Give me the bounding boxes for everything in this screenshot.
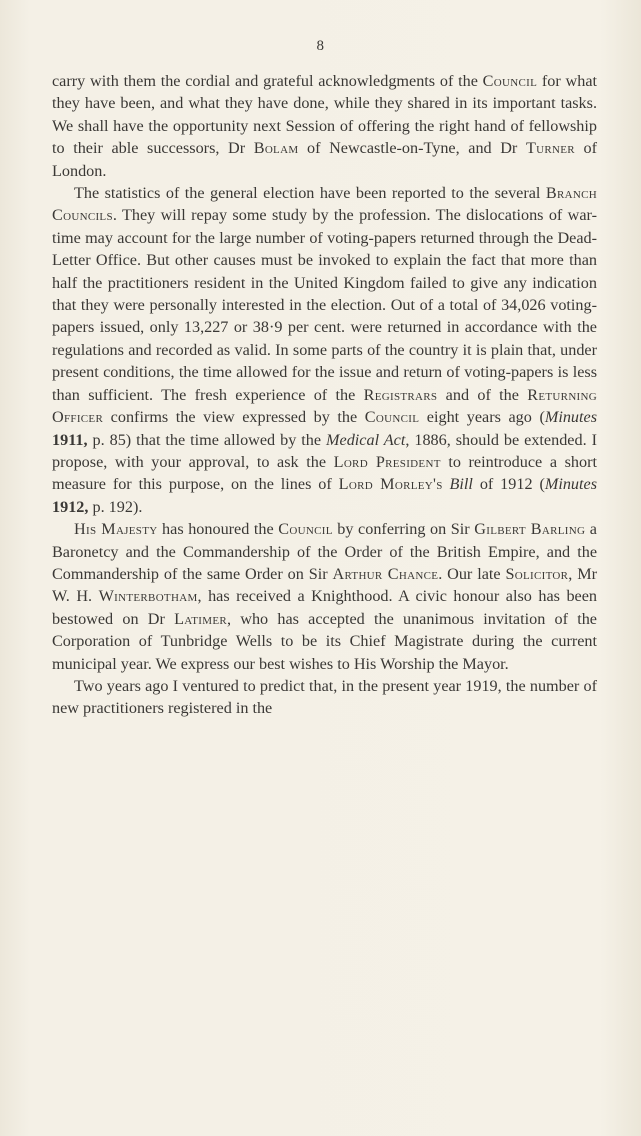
text-run: Minutes (544, 475, 597, 494)
text-run: , who has accepted the unanimous invitation of the Corporation of Tunbridge Wells to be its Chief Magistrate during the current municipal year. We express our best wishes to His Worship the Mayor. (52, 609, 597, 673)
text-run: to reintroduce a short measure for this purpose, on the lines of (52, 452, 598, 494)
text-run: confirms the view expressed by the (103, 408, 365, 427)
text-run: by conferring on Sir (332, 520, 475, 539)
text-run: His Majesty (74, 520, 158, 539)
text-run: 1912, (52, 497, 89, 516)
text-run: , has received a Knighthood. A civic honour also has been bestowed on Dr (52, 587, 598, 628)
page-number: 8 (316, 38, 325, 54)
text-run: , Mr W. H. (52, 564, 597, 606)
paragraph (52, 518, 597, 675)
body-text (52, 70, 597, 720)
text-run: Branch Councils (52, 184, 597, 225)
text-run: Council (278, 520, 333, 539)
paragraph (52, 70, 597, 182)
text-run: Turner (525, 139, 575, 158)
text-run: of 1912 ( (472, 475, 545, 494)
text-run: Bolam (253, 139, 299, 158)
text-run: Minutes (544, 408, 597, 427)
text-run: for what they have been, and what they have done, while they shared in its important tasks. We shall have the opportunity next Session of offering the right hand of fellowship to their able successors, Dr (52, 72, 598, 158)
text-run: Arthur Chance (332, 564, 439, 583)
text-run: 1911, (52, 430, 88, 449)
text-run: p. 192). (88, 497, 143, 516)
text-run: Two years ago I ventured to predict that, in the present year 1919, the number of new practitioners registered in the (52, 676, 597, 718)
text-run: , 1886, should be extended. I propose, with your approval, to ask the (52, 430, 597, 471)
text-run: Solicitor (505, 564, 569, 583)
text-run: p. 85) that the time allowed by the (87, 430, 327, 449)
text-run (443, 475, 450, 493)
text-run: The statistics of the general election have been reported to the several (74, 184, 546, 203)
text-run: a Baronetcy and the Commandership of the Order of the British Empire, and the Commandership of the same Order on Sir (52, 520, 597, 583)
text-run: Medical Act (326, 430, 406, 449)
text-run: of Newcastle-on-Tyne, and Dr (298, 139, 526, 158)
text-run: Registrars (363, 385, 438, 404)
text-run: Returning Officer (52, 385, 598, 427)
text-run: . They will repay some study by the profession. The dislocations of war-time may account for the large number of voting-papers returned through the Dead-Letter Office. But other causes must be invoked to explain the fact that more than half the practitioners resident in the United Kingdom failed to give any indication that they were personally interested in the election. Out of a total of 34,026 voting-papers issued, only 13,227 or 38·9 per cent. were returned in accordance with the regulations and recorded as valid. In some parts of the country it is plain that, under present conditions, the time allowed for the issue and return of voting-papers is less than sufficient. The fresh experience of the (52, 206, 597, 404)
paragraph (52, 675, 597, 720)
text-run: . Our late (438, 564, 506, 583)
text-run: of London. (52, 139, 597, 180)
text-run: and of the (437, 385, 528, 404)
text-run: Winterbotham (98, 587, 198, 606)
text-run: Council (482, 72, 538, 90)
text-run: Lord Morley's (338, 475, 443, 494)
text-run: Bill (449, 475, 473, 494)
paragraph (52, 182, 597, 518)
text-run: Latimer (174, 609, 227, 628)
text-run: has honoured the (157, 520, 279, 539)
text-run: Council (364, 408, 420, 427)
text-run: Lord President (333, 452, 441, 471)
text-run: Gilbert Barling (474, 520, 586, 539)
text-run: carry with them the cordial and grateful acknowledgments of the (52, 72, 483, 90)
text-run: eight years ago ( (419, 408, 545, 427)
